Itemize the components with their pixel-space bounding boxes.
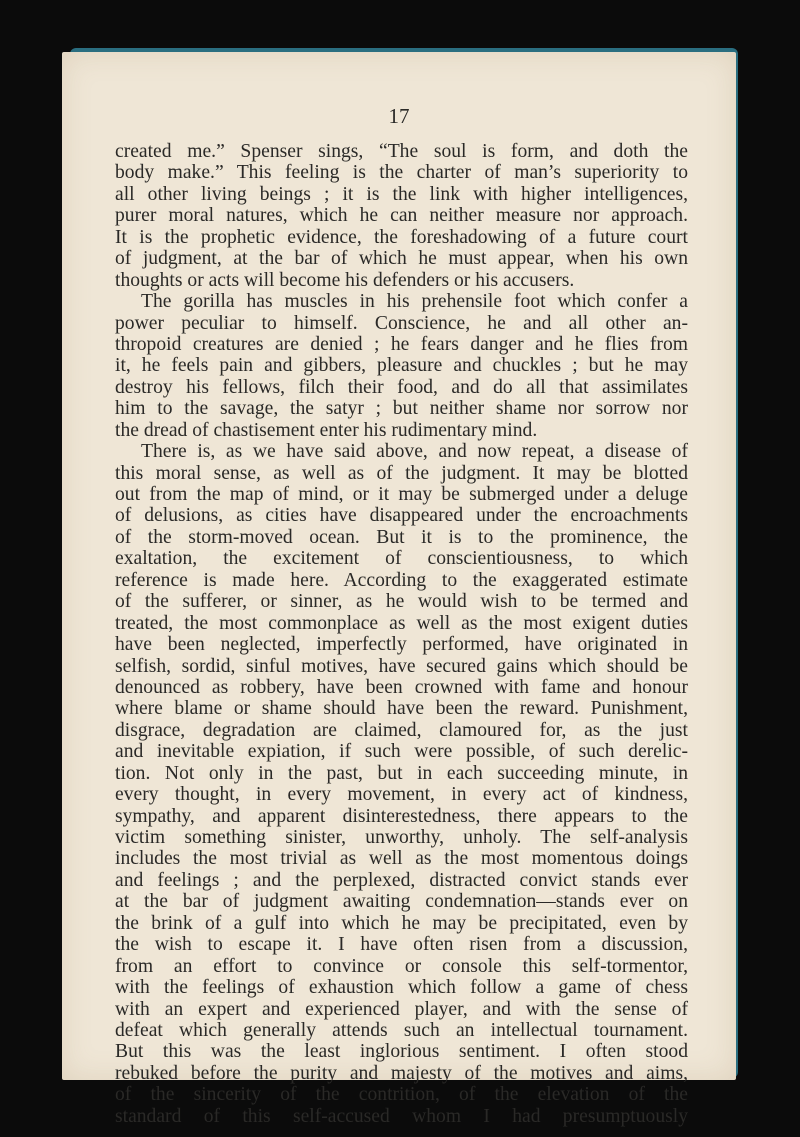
text-line: from an effort to convince or console this self-tormentor, [115, 955, 688, 977]
text-line: this moral sense, as well as of the judgment. It may be blotted [115, 462, 688, 484]
text-line: of judgment, at the bar of which he must appear, when his own [115, 248, 688, 270]
text-line: thropoid creatures are denied ; he fears danger and he flies from [115, 333, 688, 355]
text-line: created me.” Spenser sings, “The soul is form, and doth the [115, 141, 688, 162]
text-line: But this was the least inglorious sentiment. I often stood [115, 1041, 688, 1063]
text-line: the dread of chastisement enter his rudimentary mind. [115, 419, 538, 441]
text-line: every thought, in every movement, in every act of kindness, [115, 784, 688, 806]
text-line: includes the most trivial as well as the most momentous doings [115, 848, 688, 870]
text-line: disgrace, degradation are claimed, clamoured for, as the just [115, 719, 688, 741]
text-line: sympathy, and apparent disinterestedness, there appears to the [115, 805, 688, 827]
text-line: It is the prophetic evidence, the foreshadowing of a future court [115, 226, 688, 248]
text-line: with an expert and experienced player, and with the sense of [115, 998, 688, 1020]
text-line: and inevitable expiation, if such were possible, of such derelic- [115, 741, 688, 763]
text-line: purer moral natures, which he can neither measure nor approach. [115, 205, 688, 227]
text-line: him to the savage, the satyr ; but neither shame nor sorrow nor [115, 398, 688, 420]
text-line: reference is made here. According to the exaggerated estimate [115, 569, 688, 591]
text-line: it, he feels pain and gibbers, pleasure and chuckles ; but he may [115, 355, 688, 377]
text-line: and feelings ; and the perplexed, distracted convict stands ever [115, 869, 688, 891]
text-line: standard of this self-accused whom I had presumptuously [115, 1105, 688, 1127]
text-line: where blame or shame should have been the reward. Punishment, [115, 698, 688, 720]
text-line: selfish, sordid, sinful motives, have secured gains which should be [115, 655, 688, 677]
text-line: body make.” This feeling is the charter of man’s superiority to [115, 162, 688, 184]
text-line: out from the map of mind, or it may be submerged under a deluge [115, 484, 688, 505]
text-line: with the feelings of exhaustion which follow a game of chess [115, 977, 688, 999]
text-line: of the storm-moved ocean. But it is to the prominence, the [115, 526, 688, 548]
text-line: The gorilla has muscles in his prehensile foot which confer a [141, 291, 688, 313]
text-line: There is, as we have said above, and now repeat, a disease of [141, 441, 688, 463]
text-line: destroy his fellows, filch their food, and do all that assimilates [115, 376, 688, 398]
text-line: defeat which generally attends such an intellectual tournament. [115, 1019, 688, 1041]
body-text [115, 141, 688, 1127]
text-line: power peculiar to himself. Conscience, he and all other an- [115, 312, 688, 334]
book-page [62, 52, 736, 1127]
text-line: thoughts or acts will become his defenders or his accusers. [115, 269, 575, 291]
text-line: denounced as robbery, have been crowned with fame and honour [115, 676, 688, 698]
text-line: tion. Not only in the past, but in each succeeding minute, in [115, 762, 688, 784]
text-line: rebuked before the purity and majesty of the motives and aims, [115, 1062, 688, 1084]
text-line: the brink of a gulf into which he may be precipitated, even by [115, 912, 688, 934]
text-line: exaltation, the excitement of conscientiousness, to which [115, 548, 688, 570]
text-line: treated, the most commonplace as well as the most exigent duties [115, 612, 688, 634]
text-line: victim something sinister, unworthy, unholy. The self-analysis [115, 827, 688, 848]
text-line: of the sufferer, or sinner, as he would wish to be termed and [115, 591, 688, 613]
page-number: 17 [388, 104, 410, 128]
text-line: the wish to escape it. I have often risen from a discussion, [115, 934, 688, 956]
text-line: at the bar of judgment awaiting condemnation—stands ever on [115, 891, 688, 913]
text-line: of delusions, as cities have disappeared under the encroachments [115, 505, 688, 527]
text-line: all other living beings ; it is the link with higher intelligences, [115, 183, 688, 205]
text-line: of the sincerity of the contrition, of the elevation of the [115, 1084, 688, 1106]
text-line: have been neglected, imperfectly performed, have originated in [115, 634, 688, 656]
